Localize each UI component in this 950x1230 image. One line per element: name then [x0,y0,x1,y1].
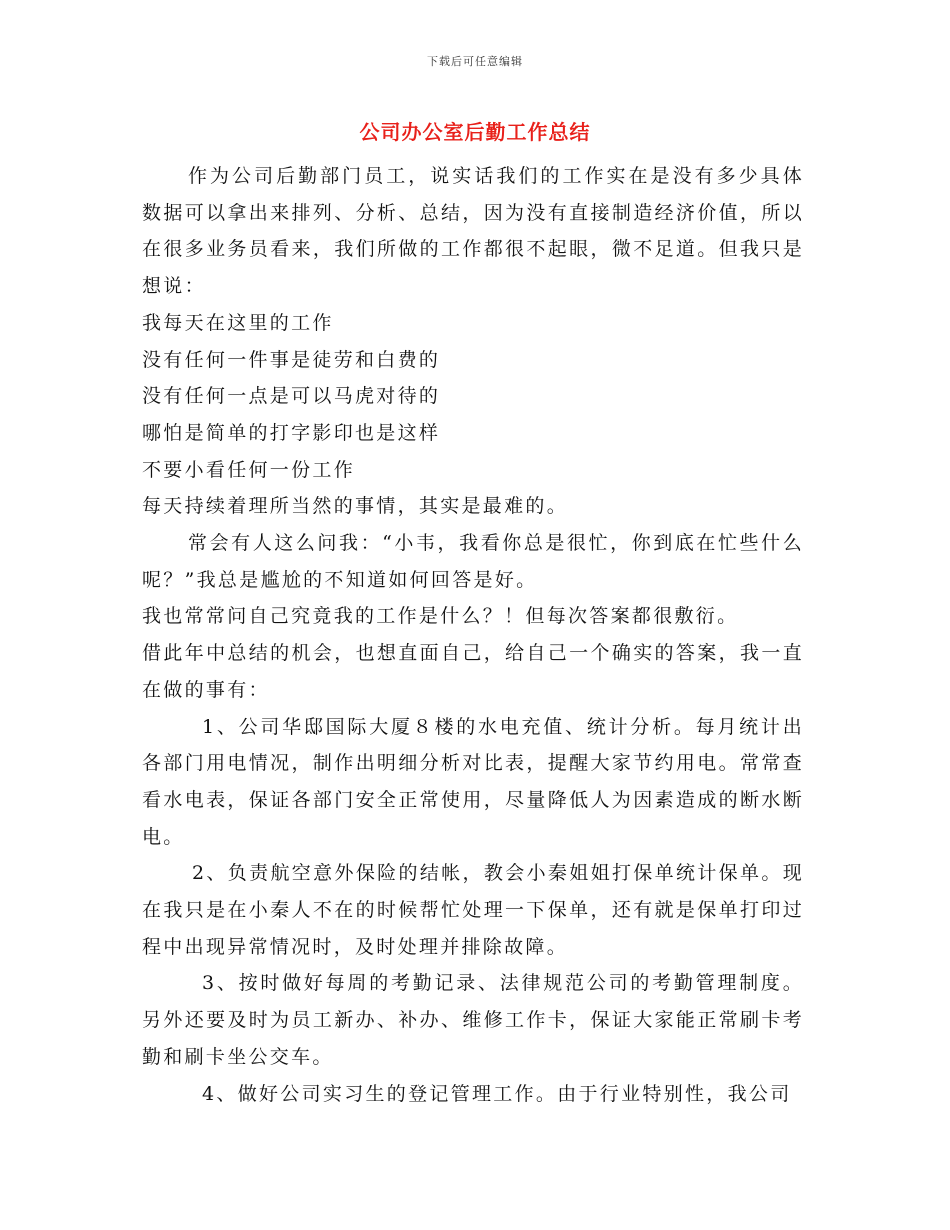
document-body [142,158,804,1112]
paragraph-self-question: 我也常常问自己究竟我的工作是什么？！但每次答案都很敷衍。 [142,605,739,628]
paragraph-line: 没有任何一点是可以马虎对待的 [142,385,441,408]
paragraph-question: 常会有人这么问我：“小韦，我看你总是很忙，你到底在忙些什么呢？”我总是尴尬的不知道如何回答是好。 [142,532,804,591]
paragraph-line: 我每天在这里的工作 [142,311,334,334]
paragraph-item-2: 2、负责航空意外保险的结帐，教会小秦姐姐打保单统计保单。现在我只是在小秦人不在的时候帮忙处理一下保单，还有就是保单打印过程中出现异常情况时，及时处理并排除故障。 [142,862,804,958]
paragraph-line: 没有任何一件事是徒劳和白费的 [142,348,441,371]
paragraph-line: 不要小看任何一份工作 [142,458,356,481]
paragraph-item-4: 4、做好公司实习生的登记管理工作。由于行业特别性，我公司 [202,1082,792,1105]
paragraph-item-1: 1、公司华邸国际大厦８楼的水电充值、统计分析。每月统计出各部门用电情况，制作出明细分析对比表，提醒大家节约用电。常常查看水电表，保证各部门安全正常使用，尽量降低人为因素造成的断水断电。 [142,715,804,848]
document-title: 公司办公室后勤工作总结 [359,120,591,144]
header-note: 下载后可任意编辑 [427,55,523,68]
paragraph-line: 每天持续着理所当然的事情，其实是最难的。 [142,495,569,518]
paragraph-item-3: 3、按时做好每周的考勤记录、法律规范公司的考勤管理制度。另外还要及时为员工新办、补办、维修工作卡，保证大家能正常刷卡考勤和刷卡坐公交车。 [142,972,804,1068]
paragraph-intro: 作为公司后勤部门员工，说实话我们的工作实在是没有多少具体数据可以拿出来排列、分析、总结，因为没有直接制造经济价值，所以在很多业务员看来，我们所做的工作都很不起眼，微不足道。但我只是想说： [142,165,804,298]
paragraph-line: 哪怕是简单的打字影印也是这样 [142,421,441,444]
paragraph-summary-intro: 借此年中总结的机会，也想直面自己，给自己一个确实的答案，我一直在做的事有： [142,642,804,701]
